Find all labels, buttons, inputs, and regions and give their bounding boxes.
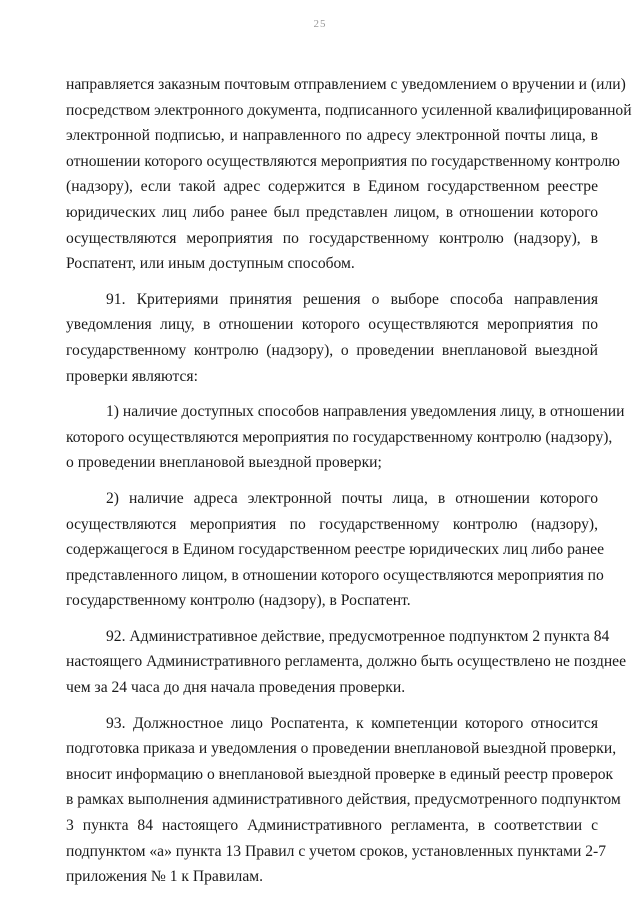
- text-line: вносит информацию о внеплановой выездной проверке в единый реестр проверок: [66, 765, 614, 783]
- paragraph-92: [66, 624, 627, 701]
- text-line: направляется заказным почтовым отправлением с уведомлением о вручении и (или): [66, 76, 626, 93]
- text-line: юридических лиц либо ранее был представлен лицом, в отношении которого: [66, 203, 598, 221]
- text-line: осуществляются мероприятия по государственному контролю (надзору), в: [66, 229, 598, 247]
- text-line: 1) наличие доступных способов направления уведомления лицу, в отношении: [106, 403, 625, 421]
- text-line: Роспатент, или иным доступным способом.: [66, 255, 355, 273]
- text-line: осуществляются мероприятия по государственному контролю (надзору),: [66, 515, 598, 533]
- document-body: [66, 72, 632, 890]
- text-line: государственному контролю (надзору), в Роспатент.: [66, 592, 411, 610]
- text-line: 93. Должностное лицо Роспатента, к компетенции которого относится: [106, 714, 598, 732]
- page-number: 25: [313, 18, 327, 30]
- paragraph-91: [66, 287, 598, 389]
- text-line: приложения № 1 к Правилам.: [66, 868, 264, 886]
- paragraph-continuation: [66, 72, 632, 277]
- text-line: 2) наличие адреса электронной почты лица, в отношении которого: [106, 489, 598, 507]
- paragraph-93: [66, 711, 621, 890]
- text-line: 3 пункта 84 настоящего Административного регламента, в соответствии с: [66, 817, 598, 835]
- text-line: государственному контролю (надзору), о проведении внеплановой выездной: [66, 341, 598, 359]
- paragraph-91-item-1: [66, 399, 625, 476]
- text-line: содержащегося в Едином государственном реестре юридических лиц либо ранее: [66, 541, 605, 559]
- text-line: чем за 24 часа до дня начала проведения проверки.: [66, 679, 406, 697]
- text-line: которого осуществляются мероприятия по государственному контролю (надзору),: [66, 428, 613, 446]
- paragraph-91-item-2: [66, 486, 605, 614]
- text-line: подготовка приказа и уведомления о проведении внеплановой выездной проверки,: [66, 740, 617, 758]
- text-line: 92. Административное действие, предусмотренное подпунктом 2 пункта 84: [106, 627, 610, 645]
- text-line: проверки являются:: [66, 367, 198, 385]
- text-line: 91. Критериями принятия решения о выборе способа направления: [106, 290, 598, 308]
- text-line: посредством электронного документа, подписанного усиленной квалифицированной: [66, 101, 632, 119]
- text-line: о проведении внеплановой выездной проверки;: [66, 454, 382, 472]
- text-line: отношении которого осуществляются мероприятия по государственному контролю: [66, 152, 620, 170]
- text-line: настоящего Административного регламента, должно быть осуществлено не позднее: [66, 653, 627, 671]
- text-line: в рамках выполнения административного действия, предусмотренного подпунктом: [66, 791, 621, 809]
- text-line: (надзору), если такой адрес содержится в Едином государственном реестре: [66, 178, 598, 196]
- text-line: подпунктом «а» пункта 13 Правил с учетом сроков, установленных пунктами 2-7: [66, 842, 607, 860]
- text-line: электронной подписью, и направленного по адресу электронной почты лица, в: [66, 127, 598, 145]
- text-line: уведомления лицу, в отношении которого осуществляются мероприятия по: [66, 316, 598, 334]
- text-line: представленного лицом, в отношении которого осуществляются мероприятия по: [66, 566, 604, 584]
